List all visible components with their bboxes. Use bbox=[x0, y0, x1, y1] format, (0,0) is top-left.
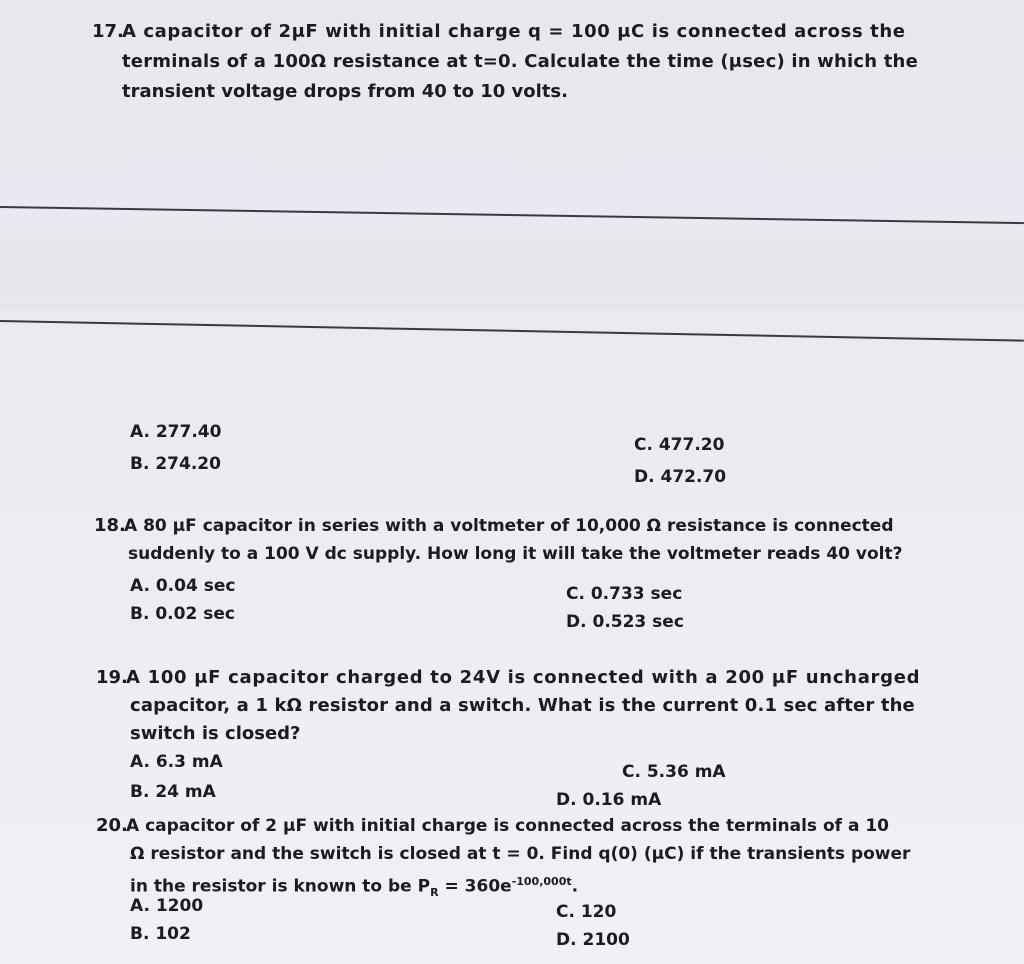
question-19 bbox=[96, 664, 996, 754]
question-number: 20. bbox=[96, 815, 128, 836]
option-19-a[interactable]: A. 6.3 mA bbox=[130, 752, 223, 772]
question-line: suddenly to a 100 V dc supply. How long it will take the voltmeter reads 40 volt? bbox=[128, 544, 903, 564]
question-line: switch is closed? bbox=[130, 723, 301, 744]
option-18-b[interactable]: B. 0.02 sec bbox=[130, 604, 235, 624]
question-line: A 100 μF capacitor charged to 24V is connected with a 200 μF uncharged bbox=[126, 667, 921, 688]
question-line: Ω resistor and the switch is closed at t = 0. Find q(0) (μC) if the transients power bbox=[130, 844, 911, 864]
question-line: transient voltage drops from 40 to 10 volts. bbox=[122, 81, 568, 102]
option-19-b[interactable]: B. 24 mA bbox=[130, 782, 216, 802]
option-19-c[interactable]: C. 5.36 mA bbox=[622, 762, 726, 782]
option-20-b[interactable]: B. 102 bbox=[130, 924, 191, 944]
question-line: A capacitor of 2μF with initial charge q = 100 μC is connected across the bbox=[122, 21, 906, 42]
question-line: terminals of a 100Ω resistance at t=0. Calculate the time (μsec) in which the bbox=[122, 51, 918, 72]
option-20-d[interactable]: D. 2100 bbox=[556, 930, 630, 950]
question-line: A capacitor of 2 μF with initial charge is connected across the terminals of a 10 bbox=[126, 816, 889, 836]
question-17 bbox=[92, 18, 992, 118]
question-line: A 80 μF capacitor in series with a voltmeter of 10,000 Ω resistance is connected bbox=[124, 516, 894, 536]
option-17-c[interactable]: C. 477.20 bbox=[634, 435, 725, 455]
option-18-c[interactable]: C. 0.733 sec bbox=[566, 584, 683, 604]
formula-end: . bbox=[571, 876, 579, 897]
divider-line bbox=[0, 206, 1024, 224]
question-18 bbox=[94, 512, 994, 572]
question-number: 17. bbox=[92, 21, 124, 42]
divider-line bbox=[0, 320, 1024, 342]
option-18-a[interactable]: A. 0.04 sec bbox=[130, 576, 236, 596]
question-number: 18. bbox=[94, 515, 126, 536]
option-20-c[interactable]: C. 120 bbox=[556, 902, 617, 922]
option-17-b[interactable]: B. 274.20 bbox=[130, 454, 221, 474]
blank-band bbox=[0, 240, 1024, 310]
question-20 bbox=[96, 812, 996, 902]
option-18-d[interactable]: D. 0.523 sec bbox=[566, 612, 684, 632]
question-number: 19. bbox=[96, 667, 128, 688]
formula-subscript: R bbox=[430, 886, 439, 900]
question-line: capacitor, a 1 kΩ resistor and a switch. What is the current 0.1 sec after the bbox=[130, 695, 915, 716]
formula-exponent: -100,000t bbox=[511, 875, 572, 888]
option-17-a[interactable]: A. 277.40 bbox=[130, 422, 222, 442]
option-20-a[interactable]: A. 1200 bbox=[130, 896, 204, 916]
formula-body: = 360e bbox=[438, 876, 512, 897]
question-line: in the resistor is known to be P bbox=[130, 876, 431, 897]
option-19-d[interactable]: D. 0.16 mA bbox=[556, 790, 662, 810]
option-17-d[interactable]: D. 472.70 bbox=[634, 467, 727, 487]
